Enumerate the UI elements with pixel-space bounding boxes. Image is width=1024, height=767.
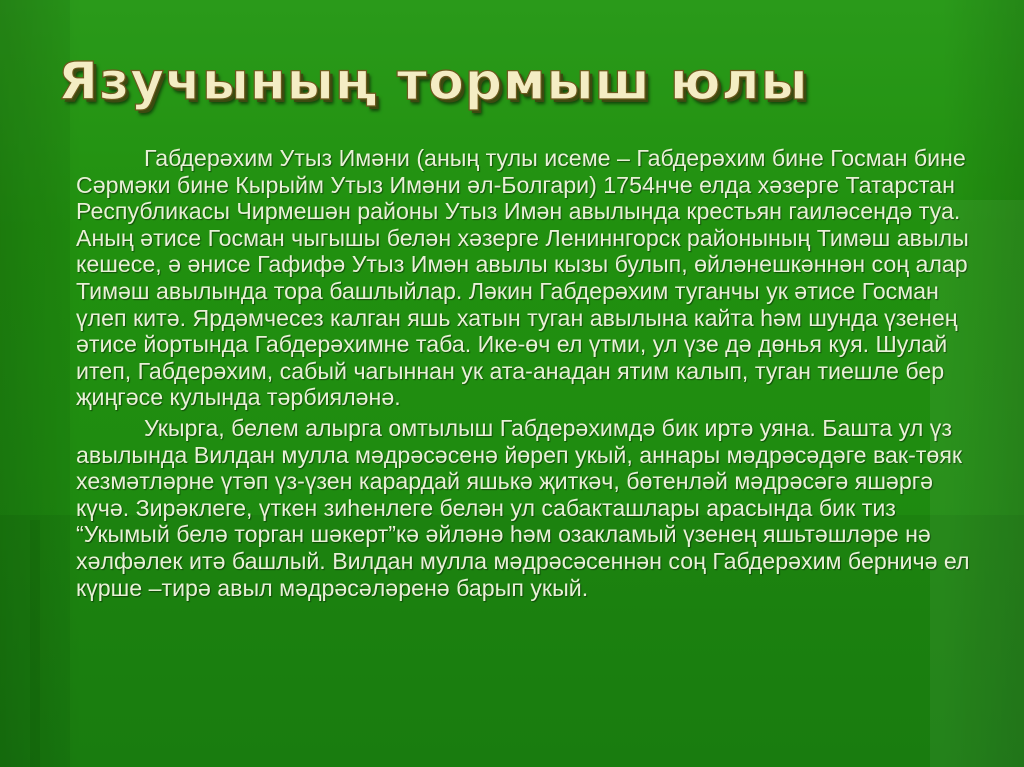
slide-body [76, 145, 976, 601]
slide-title: Язучының тормыш юлы [58, 52, 809, 112]
paragraph-2: Укырга, белем алырга омтылыш Габдерәхимдә бик иртә уяна. Башта ул үз авылында Вилдан мулла мәдрәсәсенә йөреп укый, аннары мәдрәсәдәге вак-төяк хезмәтләрне үтәп үз-үзен карардай яшькә җиткәч, бөтенләй мәдрәсәгә яшәргә күчә. Зирәклеге, үткен зиһенлеге белән ул сабакташлары арасында бик тиз “Укымый белә торган шәкерт”кә әйләнә һәм озакламый үзенең яшьтәшләре нә хәлфәлек итә башлый. Вилдан мулла мәдрәсәсеннән соң Габдерәхим берничә ел күрше –тирә авыл мәдрәсәләренә барып укый. [76, 414, 970, 601]
background-stripe [30, 520, 40, 767]
paragraph-1: Габдерәхим Утыз Имәни (аның тулы исеме – Габдерәхим бине Госман бине Сәрмәки бине Кырыйм Утыз Имәни әл-Болгари) 1754нче елда хәзерге Татарстан Республикасы Чирмешән районы Утыз Имән авылында крестьян гаиләсендә туа. Аның әтисе Госман чыгышы белән хәзерге Лениннгорск районының Тимәш авылы кешесе, ә әнисе Гафифә Утыз Имән авылы кызы булып, өйләнешкәннән соң алар Тимәш авылында тора башлыйлар. Ләкин Габдерәхим туганчы ук әтисе Госман үлеп китә. Ярдәмчесез калган яшь хатын туган авылына кайта һәм шунда үзенең әтисе йортында Габдерәхимне таба. Ике-өч ел үтми, ул үзе дә дөнья куя. Шулай итеп, Габдерәхим, сабый чагыннан ук ата-анадан ятим калып, туган тиешле бер җиңгәсе кулында тәрбияләнә. [76, 145, 969, 411]
